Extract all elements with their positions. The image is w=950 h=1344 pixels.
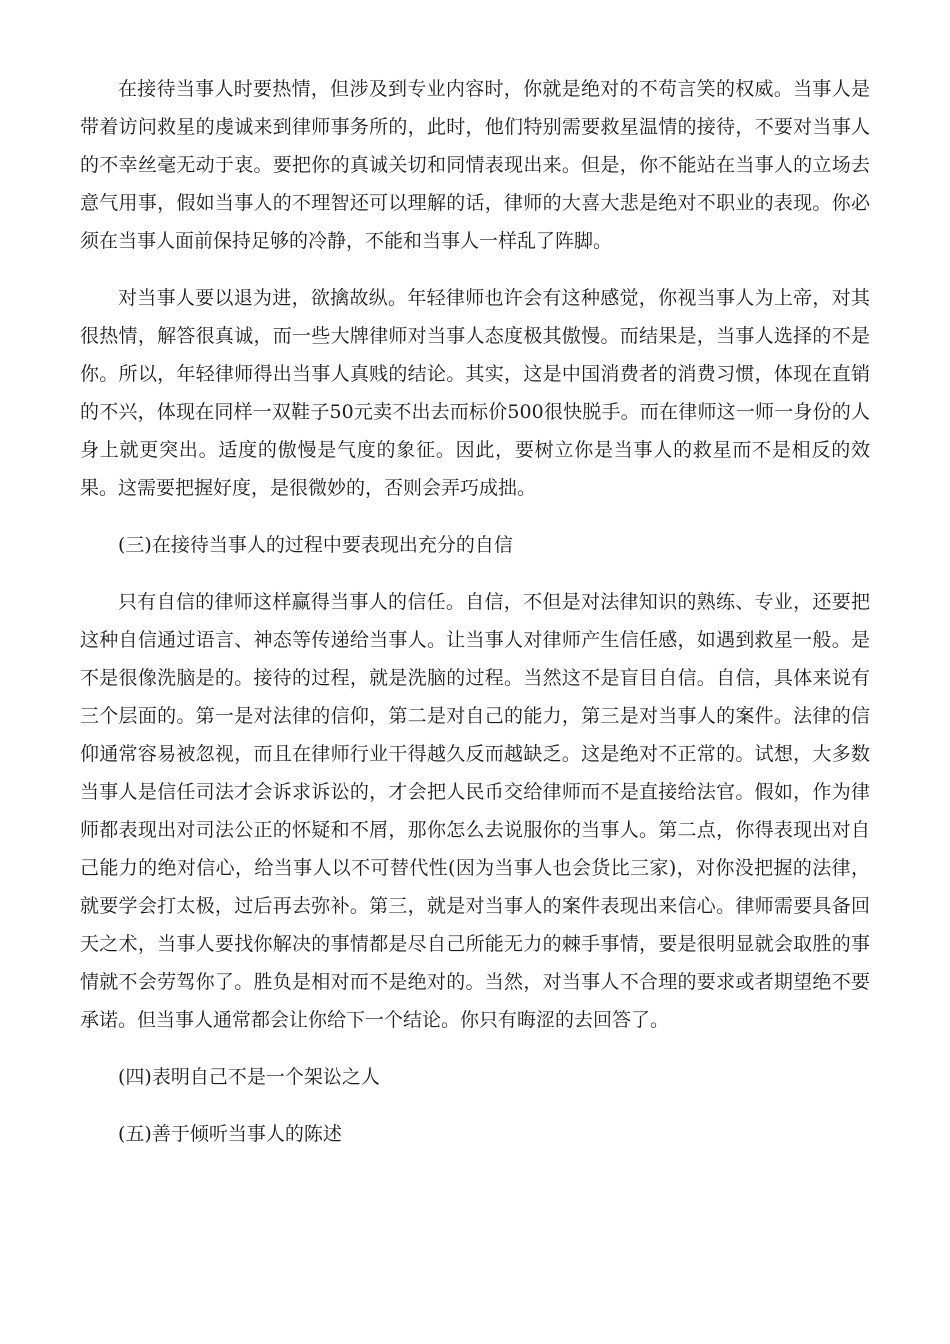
section-heading-listen: (五)善于倾听当事人的陈述 (118, 1123, 342, 1145)
paragraph-confidence: 只有自信的律师这样赢得当事人的信任。自信，不但是对法律知识的熟练、专业，还要把这种自信通过语言、神态等传递给当事人。让当事人对律师产生信任感，如遇到救星一般。是不是很像洗脑是的。接待的过程，就是洗脑的过程。当然这不是盲目自信。自信，具体来说有三个层面的。第一是对法律的信仰，第二是对自己的能力，第三是对当事人的案件。法律的信仰通常容易被忽视，而且在律师行业干得越久反而越缺乏。这是绝对不正常的。试想，大多数当事人是信任司法才会诉求诉讼的，才会把人民币交给律师而不是直接给法官。假如，作为律师都表现出对司法公正的怀疑和不屑，那你怎么去说服你的当事人。第二点，你得表现出对自己能力的绝对信心，给当事人以不可替代性(因为当事人也会货比三家)，对你没把握的法律，就要学会打太极，过后再去弥补。第三，就是对当事人的案件表现出来信心。律师需要具备回天之术，当事人要找你解决的事情都是尽自己所能无力的棘手事情，要是很明显就会取胜的事情就不会劳驾你了。胜负是相对而不是绝对的。当然，对当事人不合理的要求或者期望绝不要承诺。但当事人通常都会让你给下一个结论。你只有晦涩的去回答了。 (80, 591, 870, 1031)
paragraph-reception-attitude: 在接待当事人时要热情，但涉及到专业内容时，你就是绝对的不苟言笑的权威。当事人是带着访问救星的虔诚来到律师事务所的，此时，他们特别需要救星温情的接待，不要对当事人的不幸丝毫无动于衷。要把你的真诚关切和同情表现出来。但是，你不能站在当事人的立场去意气用事，假如当事人的不理智还可以理解的话，律师的大喜大悲是绝对不职业的表现。你必须在当事人面前保持足够的冷静，不能和当事人一样乱了阵脚。 (80, 78, 870, 252)
paragraph-retreat-to-advance: 对当事人要以退为进，欲擒故纵。年轻律师也许会有这种感觉，你视当事人为上帝，对其很热情，解答很真诚，而一些大牌律师对当事人态度极其傲慢。而结果是，当事人选择的不是你。所以，年轻律师得出当事人真贱的结论。其实，这是中国消费者的消费习惯，体现在直销的不兴，体现在同样一双鞋子50元卖不出去而标价500很快脱手。而在律师这一师一身份的人身上就更突出。适度的傲慢是气度的象征。因此，要树立你是当事人的救星而不是相反的效果。这需要把握好度，是很微妙的，否则会弄巧成拙。 (80, 287, 870, 499)
section-heading-confidence: (三)在接待当事人的过程中要表现出充分的自信 (118, 534, 513, 556)
section-heading-not-litigious: (四)表明自己不是一个架讼之人 (118, 1066, 380, 1088)
document-page (80, 70, 870, 1172)
